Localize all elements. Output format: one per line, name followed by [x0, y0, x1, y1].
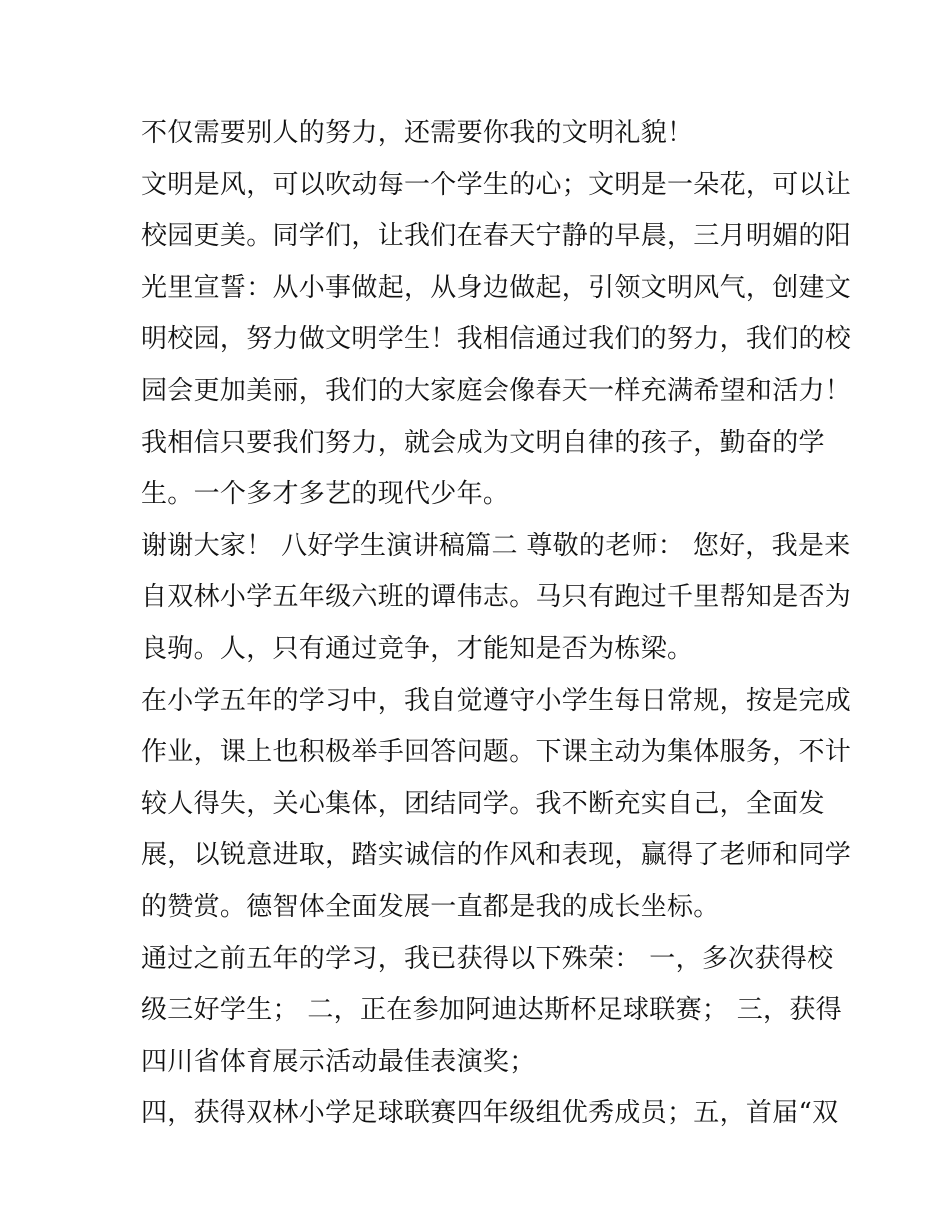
- text-line: 在小学五年的学习中，我自觉遵守小学生每日常规，按是完成: [141, 685, 852, 716]
- text-line: 展，以锐意进取，踏实诚信的作风和表现，赢得了老师和同学: [141, 840, 852, 871]
- text-line: 文明是风，可以吹动每一个学生的心；文明是一朵花，可以让: [141, 169, 852, 200]
- text-line: 校园更美。同学们，让我们在春天宁静的早晨，三月明媚的阳: [141, 221, 852, 252]
- text-line: 不仅需要别人的努力，还需要你我的文明礼貌！: [141, 118, 694, 148]
- text-line: 四川省体育展示活动最佳表演奖；: [141, 1046, 536, 1077]
- text-line: 良驹。人，只有通过竞争，才能知是否为栋梁。: [141, 633, 694, 664]
- text-line: 谢谢大家！ 八好学生演讲稿篇二 尊敬的老师： 您好，我是来: [141, 530, 851, 561]
- text-line: 自双林小学五年级六班的谭伟志。马只有跑过千里帮知是否为: [141, 582, 852, 613]
- text-line: 较人得失，关心集体，团结同学。我不断充实自己，全面发: [141, 788, 825, 819]
- document-body: [141, 108, 852, 1140]
- text-line: 明校园，努力做文明学生！我相信通过我们的努力，我们的校: [141, 324, 852, 355]
- text-line: 四，获得双林小学足球联赛四年级组优秀成员；五，首届“双: [141, 1098, 839, 1129]
- text-line: 级三好学生； 二，正在参加阿迪达斯杯足球联赛； 三，获得: [141, 995, 842, 1026]
- text-line: 生。一个多才多艺的现代少年。: [141, 479, 510, 510]
- text-line: 园会更加美丽，我们的大家庭会像春天一样充满希望和活力！: [141, 375, 852, 406]
- text-line: 光里宣誓：从小事做起，从身边做起，引领文明风气，创建文: [141, 272, 852, 303]
- text-line: 通过之前五年的学习，我已获得以下殊荣： 一，多次获得校: [141, 943, 834, 974]
- text-line: 作业，课上也积极举手回答问题。下课主动为集体服务，不计: [141, 737, 852, 768]
- text-line: 我相信只要我们努力，就会成为文明自律的孩子，勤奋的学: [141, 427, 825, 458]
- text-line: 的赞赏。德智体全面发展一直都是我的成长坐标。: [141, 891, 720, 922]
